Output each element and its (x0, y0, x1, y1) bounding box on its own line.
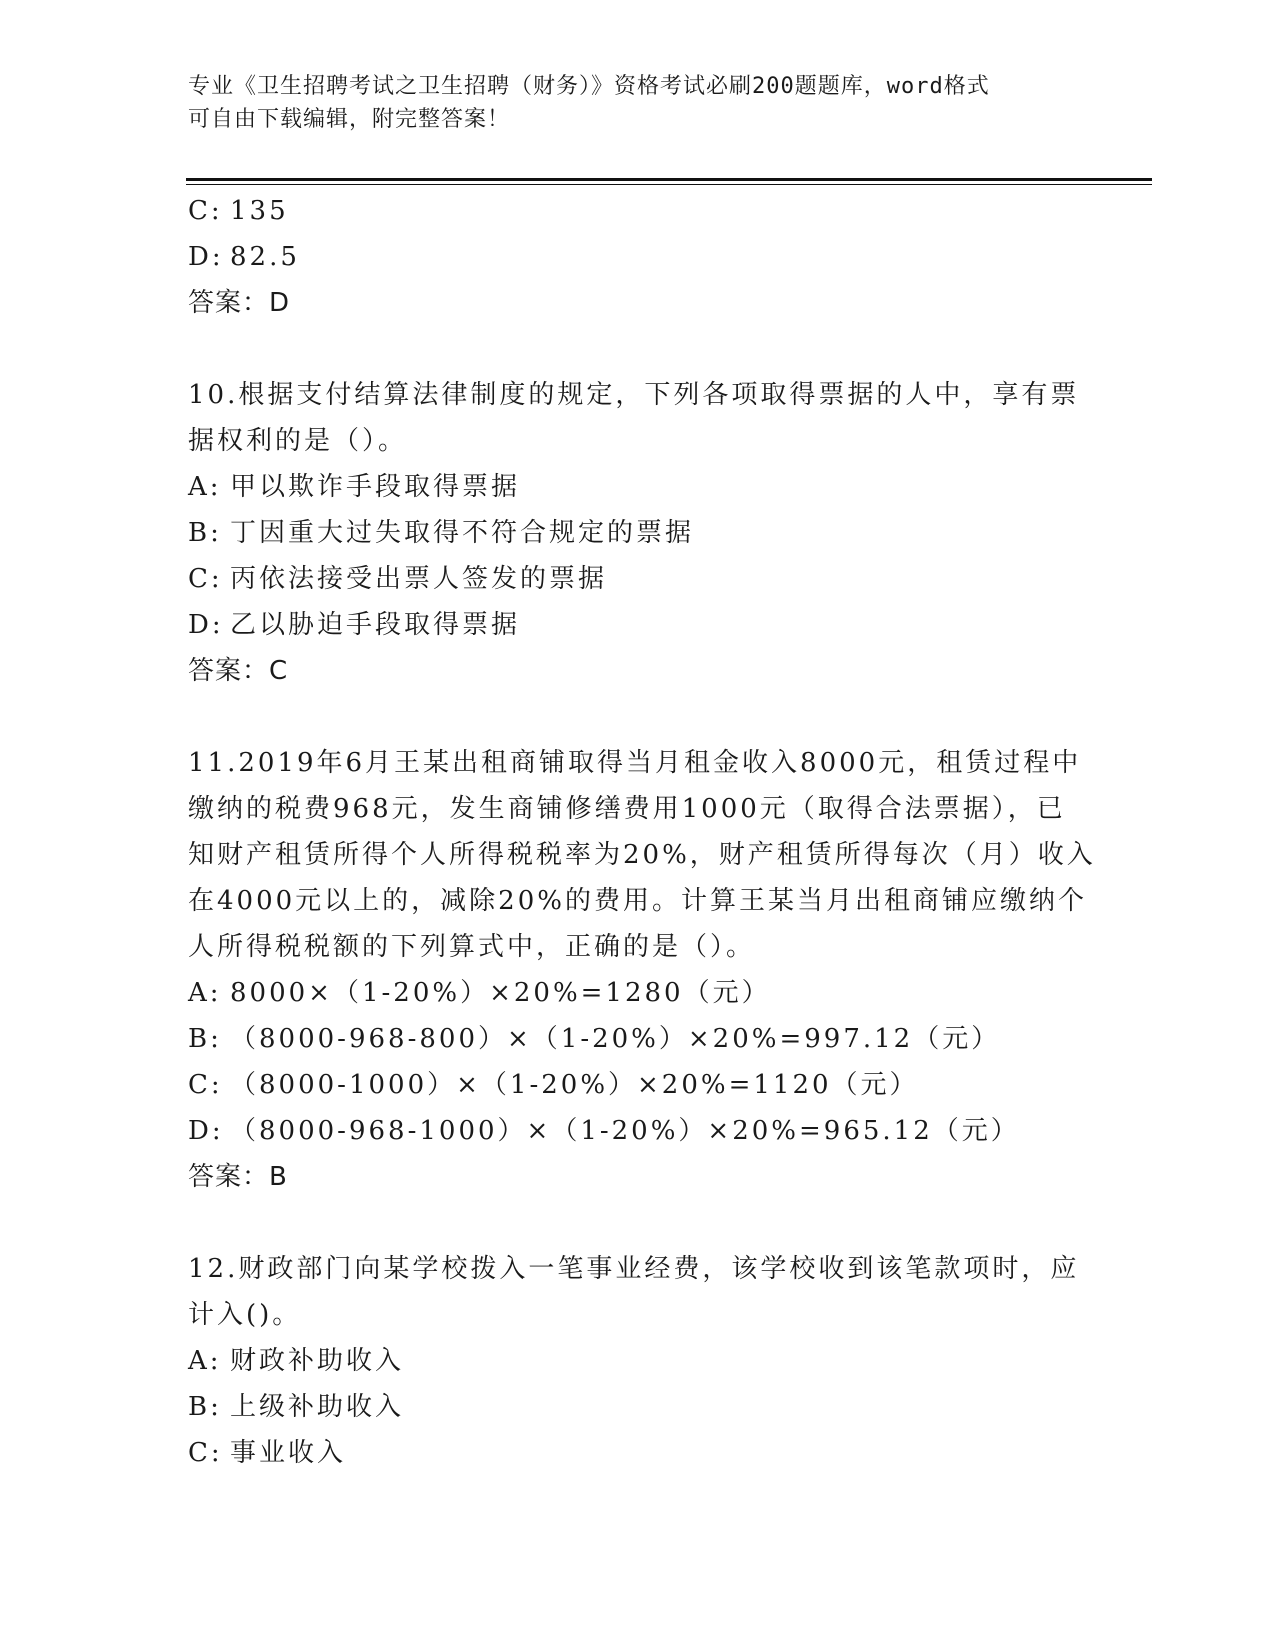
option-key: C: (188, 1438, 223, 1468)
option-c (188, 1062, 1108, 1108)
option-b (188, 1384, 1108, 1430)
option-text: 乙以胁迫手段取得票据 (230, 610, 521, 640)
spacer (188, 326, 1108, 372)
option-a (188, 464, 1108, 510)
header-title-line-1: 专业《卫生招聘考试之卫生招聘（财务）》资格考试必刷200题题库，word格式 (188, 74, 990, 99)
option-text: 丁因重大过失取得不符合规定的票据 (230, 518, 695, 548)
question-stem-line: 11.2019年6月王某出租商铺取得当月租金收入8000元，租赁过程中 (188, 748, 1082, 778)
answer-label: 答案：C (188, 656, 289, 686)
option-c (188, 1430, 1108, 1476)
option-c (188, 556, 1108, 602)
option-key: B: (188, 518, 222, 548)
option-a (188, 970, 1108, 1016)
option-a (188, 1338, 1108, 1384)
question-12 (188, 1246, 1108, 1476)
option-b (188, 1016, 1108, 1062)
option-key: C: (188, 1070, 223, 1100)
option-key: D: (188, 242, 224, 272)
option-text: （8000-968-800）×（1-20%）×20%=997.12（元） (230, 1024, 1001, 1054)
question-stem-line: 12.财政部门向某学校拨入一笔事业经费，该学校收到该笔款项时，应 (188, 1254, 1080, 1284)
option-key: B: (188, 1392, 222, 1422)
option-text: （8000-1000）×（1-20%）×20%=1120（元） (230, 1070, 919, 1100)
option-text: 事业收入 (230, 1438, 347, 1468)
question-10 (188, 372, 1108, 694)
question-stem-line: 缴纳的税费968元，发生商铺修缮费用1000元（取得合法票据），已 (188, 794, 1066, 824)
question-stem-line: 据权利的是（）。 (188, 426, 408, 456)
option-text: 甲以欺诈手段取得票据 (230, 472, 521, 502)
option-b (188, 510, 1108, 556)
question-11 (188, 740, 1108, 1200)
option-key: A: (188, 472, 222, 502)
question-stem-line: 知财产租赁所得个人所得税税率为20%，财产租赁所得每次（月）收入 (188, 840, 1096, 870)
spacer (188, 1200, 1108, 1246)
option-d (188, 602, 1108, 648)
header-title-line-2: 可自由下载编辑，附完整答案！ (188, 107, 511, 132)
option-text: （8000-968-1000）×（1-20%）×20%=965.12（元） (230, 1116, 1020, 1146)
question-stem-line: 计入()。 (188, 1300, 302, 1330)
option-key: D: (188, 610, 224, 640)
option-text: 8000×（1-20%）×20%=1280（元） (230, 978, 771, 1008)
spacer (188, 694, 1108, 740)
option-key: A: (188, 1346, 222, 1376)
option-c (188, 188, 1108, 234)
option-text: 上级补助收入 (230, 1392, 405, 1422)
option-key: C: (188, 196, 223, 226)
answer-label: 答案：B (188, 1162, 288, 1192)
page-header (188, 70, 1088, 136)
option-key: D: (188, 1116, 224, 1146)
header-rule-thick (186, 178, 1152, 181)
option-d (188, 1108, 1108, 1154)
answer-label: 答案：D (188, 288, 291, 318)
header-rule-thin (186, 184, 1152, 185)
option-key: B: (188, 1024, 222, 1054)
question-9-tail (188, 188, 1108, 326)
option-key: A: (188, 978, 222, 1008)
question-stem-line: 人所得税税额的下列算式中，正确的是（）。 (188, 932, 756, 962)
question-stem-line: 10.根据支付结算法律制度的规定，下列各项取得票据的人中，享有票 (188, 380, 1080, 410)
question-content (188, 188, 1108, 1476)
question-stem-line: 在4000元以上的，减除20%的费用。计算王某当月出租商铺应缴纳个 (188, 886, 1087, 916)
option-text: 82.5 (230, 242, 300, 272)
option-key: C: (188, 564, 223, 594)
option-text: 135 (230, 196, 289, 226)
option-text: 财政补助收入 (230, 1346, 405, 1376)
option-d (188, 234, 1108, 280)
option-text: 丙依法接受出票人签发的票据 (230, 564, 608, 594)
